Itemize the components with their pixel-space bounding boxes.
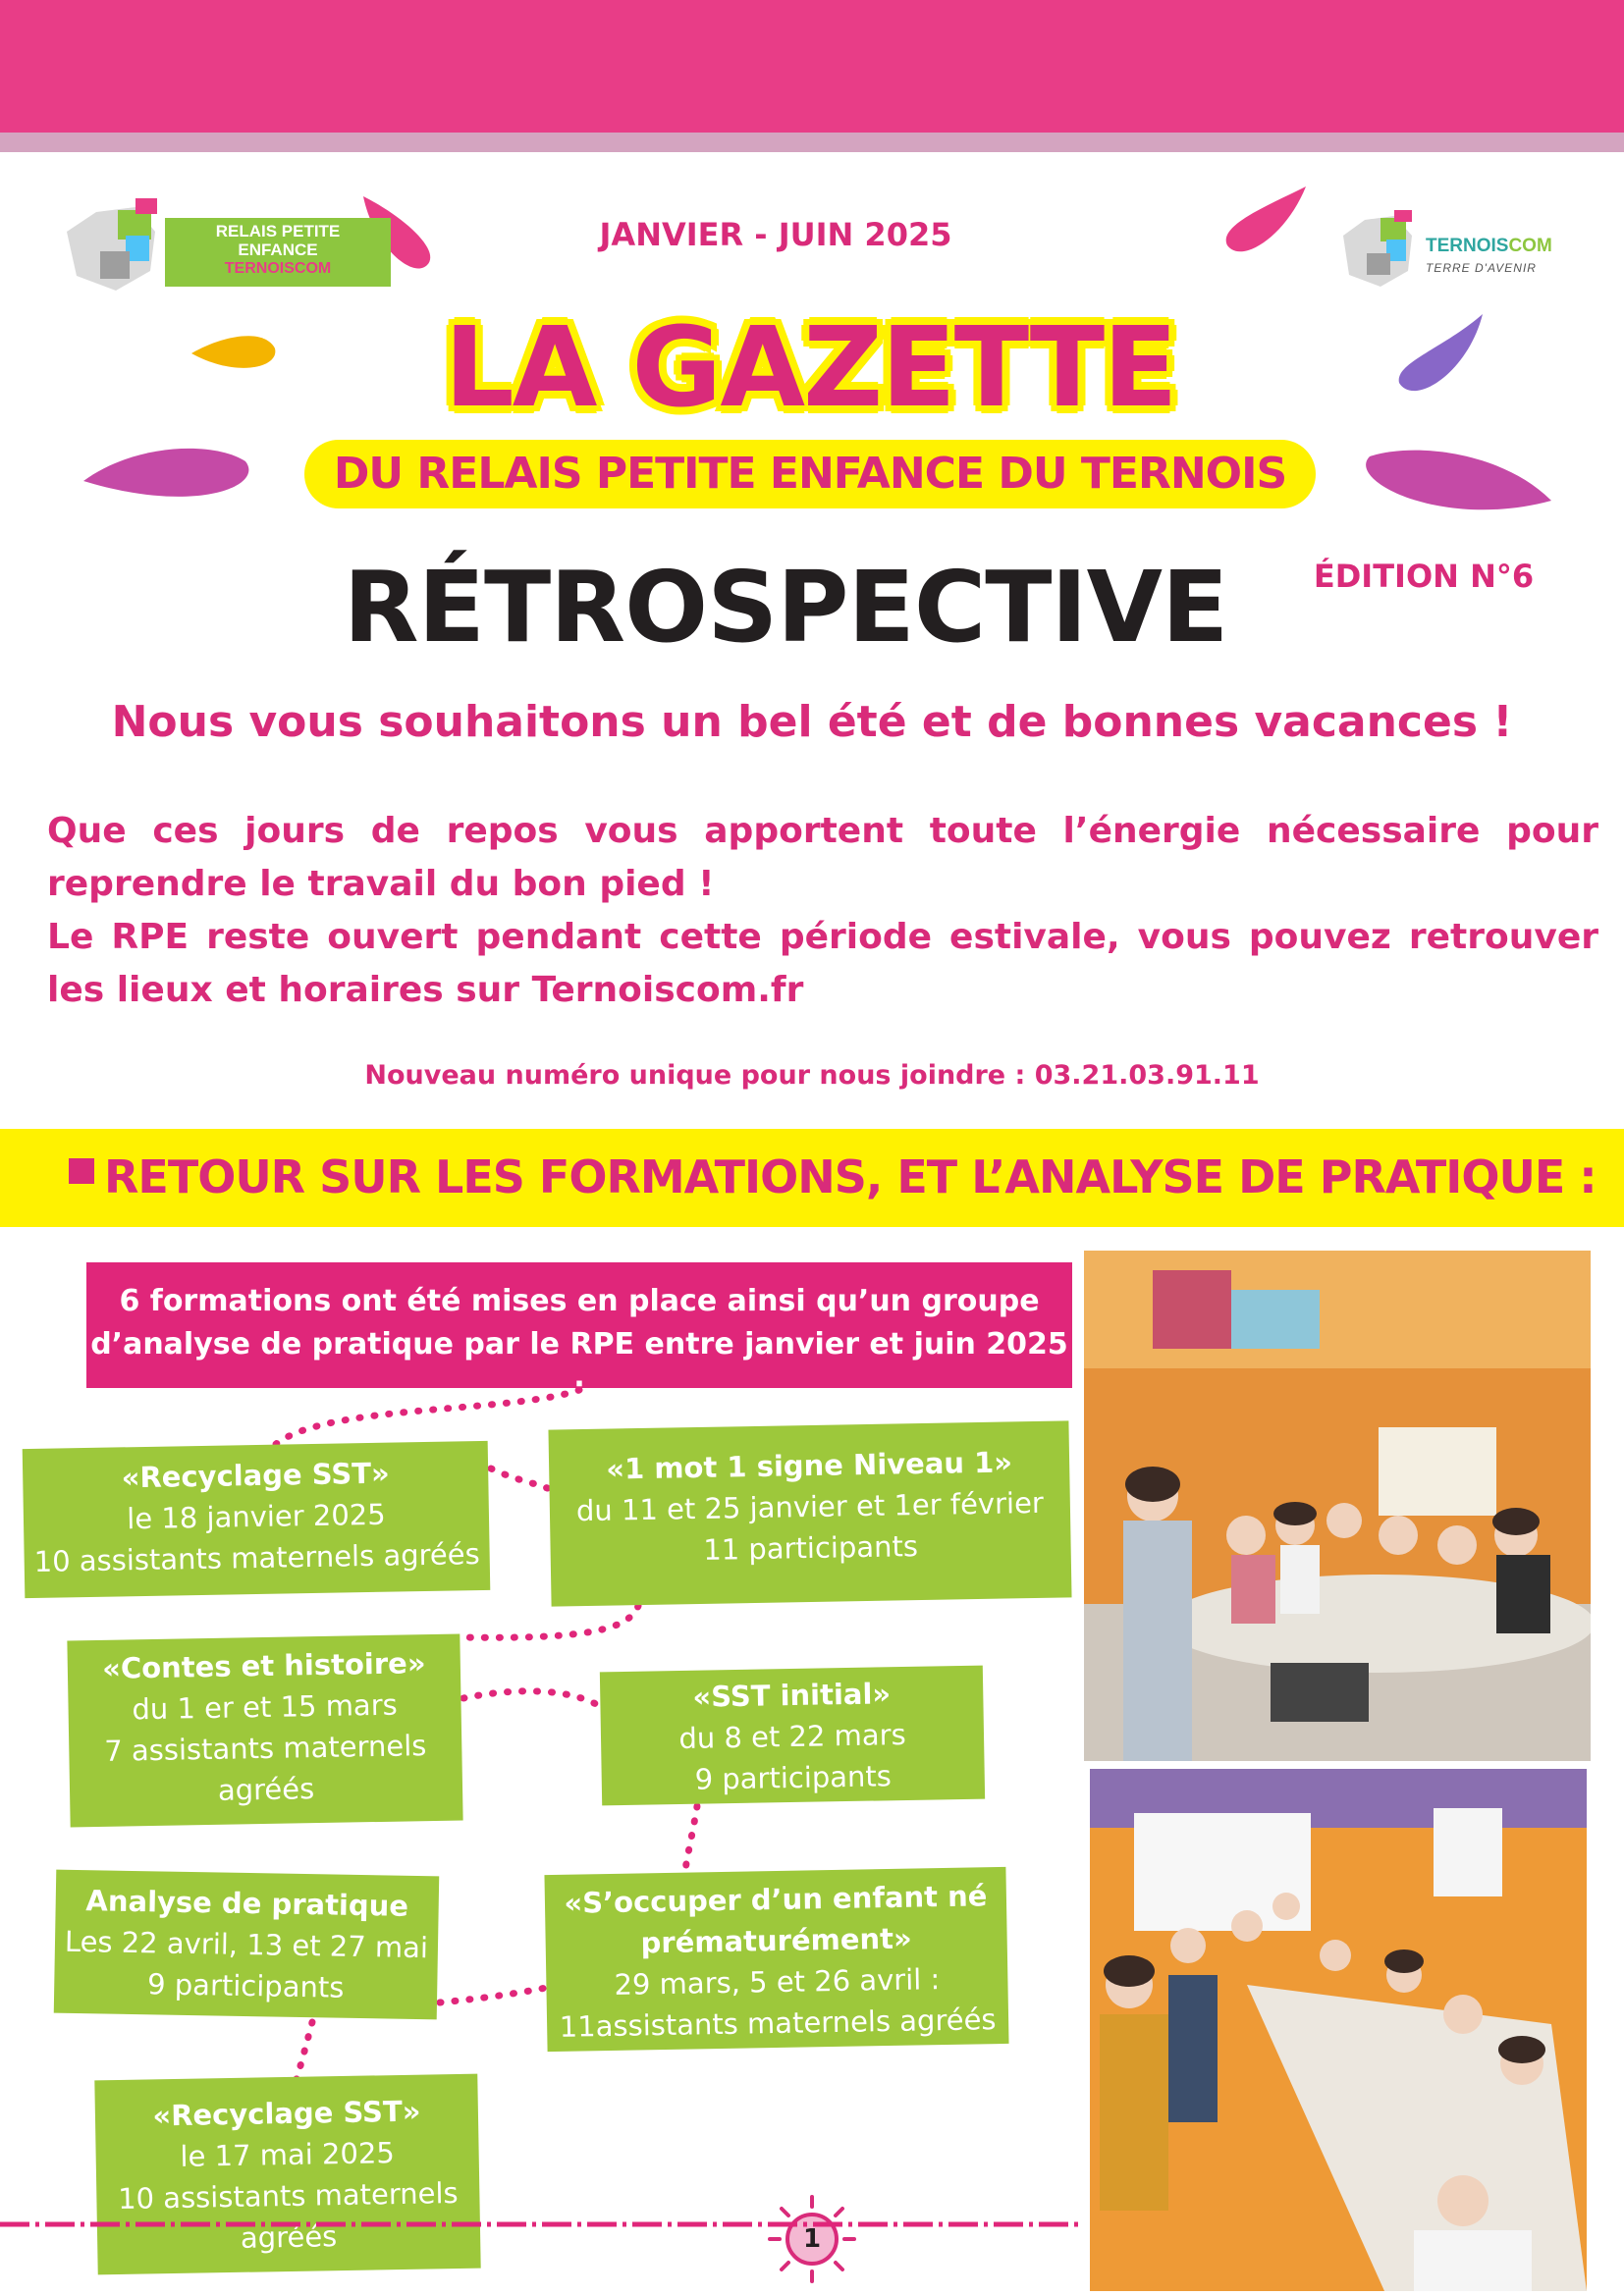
summer-wish: Nous vous souhaitons un bel été et de bonnes vacances ! — [111, 697, 1513, 747]
formation-card-line: le 17 mai 2025 — [180, 2136, 396, 2173]
bottom-dashed-line — [0, 2215, 1090, 2234]
formation-card-title: «S’occuper d’un enfant né — [564, 1879, 988, 1920]
top-banner — [0, 0, 1624, 133]
formations-intro-line1: 6 formations ont été mises en place ainsi qu’un groupe — [119, 1284, 1040, 1318]
training-photo-1-image — [1084, 1251, 1591, 1761]
formation-card-line: agréés — [240, 2219, 338, 2255]
formation-card-title: «Recyclage SST» — [121, 1456, 391, 1495]
formation-card-title: «Recyclage SST» — [152, 2094, 421, 2133]
gazette-subtitle: DU RELAIS PETITE ENFANCE DU TERNOIS — [304, 440, 1316, 508]
ternoiscom-name-b: COM — [1508, 236, 1552, 256]
formation-card-line: 10 assistants maternels — [117, 2175, 459, 2216]
formation-card-line: 10 assistants maternels agréés — [33, 1537, 480, 1578]
formation-card — [23, 1441, 491, 1598]
edition-number: ÉDITION N°6 — [1313, 558, 1535, 595]
formations-intro-box — [86, 1262, 1072, 1405]
rpe-logo-line2: ENFANCE — [238, 240, 318, 259]
formation-card — [67, 1634, 462, 1828]
formation-card-line: Les 22 avril, 13 et 27 mai — [64, 1924, 429, 1965]
formation-card-line: 11 participants — [702, 1529, 919, 1567]
formations-intro-line2: d’analyse de pratique par le RPE entre janvier et juin 2025 : — [90, 1327, 1068, 1405]
ternoiscom-logo — [1335, 206, 1591, 294]
formation-card — [54, 1870, 439, 2020]
formation-card-line: 11assistants maternels agréés — [559, 2002, 997, 2044]
intro-paragraph-2: Le RPE reste ouvert pendant cette période estivale, vous pouvez retrouver les lieux et horaires sur Ternoiscom.fr — [47, 917, 1598, 1010]
section-band — [0, 1129, 1624, 1227]
formation-card-line: agréés — [217, 1772, 315, 1807]
formation-card-line: le 18 janvier 2025 — [126, 1497, 386, 1536]
period-label: JANVIER - JUIN 2025 — [599, 216, 952, 253]
rpe-logo — [57, 192, 352, 300]
formation-card-title-2: prématurément» — [640, 1921, 913, 1960]
formation-card-title: «Contes et histoire» — [101, 1646, 426, 1685]
formation-card — [544, 1867, 1008, 2052]
ternoiscom-tagline: TERRE D'AVENIR — [1426, 261, 1537, 275]
training-photo-1 — [1084, 1251, 1591, 1761]
section-bullet-icon — [69, 1158, 94, 1184]
formation-card-line: du 11 et 25 janvier et 1er février — [575, 1485, 1045, 1528]
intro-paragraph-1: Que ces jours de repos vous apportent toute l’énergie nécessaire pour reprendre le travail du bon pied ! — [47, 811, 1598, 904]
rpe-logo-mark — [57, 192, 175, 300]
top-banner-stripe — [0, 133, 1624, 152]
page-number — [768, 2195, 856, 2283]
ternoiscom-logo-mark — [1335, 206, 1424, 294]
training-photo-2-image — [1090, 1769, 1587, 2291]
formation-card — [94, 2074, 480, 2275]
gazette-masthead — [304, 294, 1316, 520]
formation-card-line: 7 assistants maternels — [103, 1729, 427, 1768]
phone-line: Nouveau numéro unique pour nous joindre : 03.21.03.91.11 — [364, 1060, 1260, 1091]
formation-card-title: «SST initial» — [692, 1677, 892, 1714]
formation-card-line: du 8 et 22 mars — [678, 1717, 906, 1756]
intro-paragraph — [47, 805, 1598, 1017]
formation-card — [600, 1666, 985, 1806]
rpe-logo-line1: RELAIS PETITE — [215, 222, 341, 240]
formation-card-title: Analyse de pratique — [85, 1884, 409, 1923]
formation-card-line: 9 participants — [146, 1967, 345, 2004]
formation-card-line: 29 mars, 5 et 26 avril : — [614, 1962, 941, 2002]
retrospective-heading: RÉTROSPECTIVE — [343, 550, 1228, 665]
formation-card — [548, 1420, 1071, 1606]
section-title: RETOUR SUR LES FORMATIONS, ET L’ANALYSE DE PRATIQUE : — [104, 1150, 1597, 1203]
rpe-logo-label — [165, 218, 391, 287]
formation-card-line: 9 participants — [694, 1759, 893, 1796]
formation-card-title: «1 mot 1 signe Niveau 1» — [605, 1445, 1013, 1486]
rpe-logo-line3: TERNOISCOM — [224, 260, 332, 277]
formation-card-line: du 1 er et 15 mars — [132, 1687, 398, 1727]
ternoiscom-name-a: TERNOIS — [1426, 236, 1509, 256]
gazette-title: LA GAZETTE — [444, 304, 1176, 432]
page-number-value: 1 — [785, 2213, 839, 2266]
training-photo-2 — [1090, 1769, 1587, 2291]
ternoiscom-logo-name — [1426, 236, 1552, 257]
